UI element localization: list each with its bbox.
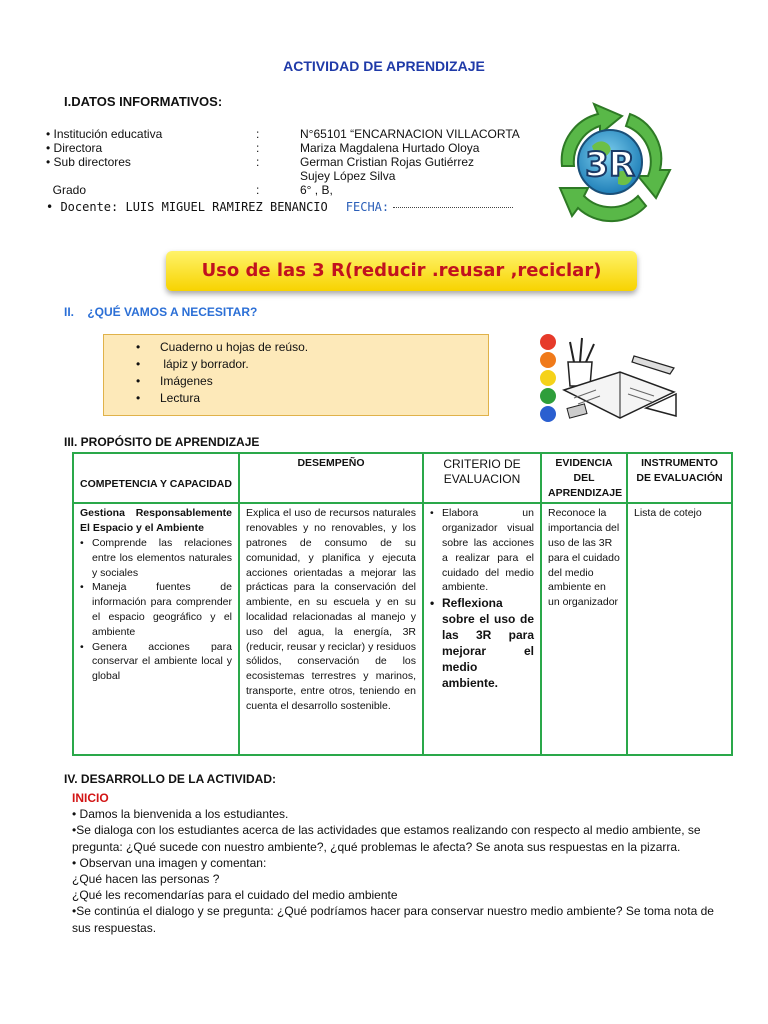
list-item: • Imágenes	[136, 373, 488, 390]
activity-line: • Damos la bienvenida a los estudiantes.	[72, 807, 289, 822]
header-competencia: COMPETENCIA Y CAPACIDAD	[73, 453, 239, 503]
list-item: • Lectura	[136, 390, 488, 407]
info-table	[46, 127, 520, 215]
info-value: Sujey López Silva	[300, 169, 396, 183]
document-title: ACTIVIDAD DE APRENDIZAJE	[283, 58, 485, 74]
activity-line: ¿Qué les recomendarías para el cuidado del medio ambiente	[72, 888, 398, 903]
activity-line: •Se dialoga con los estudiantes acerca de las actividades que estamos realizando con respecto al medio ambiente, se pregunta: ¿Qué sucede con nuestro ambiente?, ¿qué problemas le afecta? Se anota sus respuestas en la pizarra.	[72, 823, 701, 854]
section-proposito: III. PROPÓSITO DE APRENDIZAJE	[64, 435, 260, 449]
info-label: Grado	[46, 183, 87, 197]
fecha-blank	[393, 207, 513, 208]
info-colon: :	[256, 155, 260, 169]
info-colon: :	[256, 127, 260, 141]
header-instrumento: INSTRUMENTO DE EVALUACIÓN	[627, 453, 732, 503]
competencia-item: • Comprende las relaciones entre los elementos naturales y sociales	[80, 536, 232, 580]
inicio-label: INICIO	[72, 791, 109, 805]
activity-line: ¿Qué hacen las personas ?	[72, 872, 220, 887]
header-evidencia: EVIDENCIA DEL APRENDIZAJE	[541, 453, 627, 503]
yellow-dot-icon	[540, 370, 556, 386]
criterio-item: • Reflexiona sobre el uso de las 3R para mejorar el medio ambiente.	[430, 595, 534, 691]
red-dot-icon	[540, 334, 556, 350]
materials-list	[136, 339, 488, 407]
school-supplies-illustration-icon	[534, 328, 682, 424]
table-row	[73, 503, 732, 755]
info-label: • Institución educativa	[46, 127, 163, 141]
cell-desempeno: Explica el uso de recursos naturales renovables y no renovables, y los patrones de consumo de su comunidad, y planifica y ejecuta acciones orientadas a mejorar las prácticas para la conservación del ambiente, en su escuela y en su localidad relacionadas al manejo y uso del agua, la energía, 3R (reducir, reusar y reciclar) y residuos sólidos, conservación de los ecosistemas terrestres y marinos, transporte, entre otros, teniendo en cuenta el desarrollo sostenible.	[239, 503, 423, 755]
info-value: N°65101 “ENCARNACION VILLACORTA	[300, 127, 520, 141]
info-row-grado	[46, 183, 513, 197]
list-item: • lápiz y borrador.	[136, 356, 488, 373]
criterio-item: • Elabora un organizador visual sobre las acciones a realizar para el cuidado del medio ambiente.	[430, 506, 534, 595]
table-header-row	[73, 453, 732, 503]
cell-evidencia: Reconoce la importancia del uso de las 3R para el cuidado del medio ambiente en un organizador	[541, 503, 627, 755]
competencia-item: • Genera acciones para conservar el ambiente local y global	[80, 640, 232, 684]
cell-criterio	[423, 503, 541, 755]
cell-instrumento: Lista de cotejo	[627, 503, 732, 755]
section-datos-informativos: I.DATOS INFORMATIVOS:	[64, 94, 223, 109]
header-desempeno: DESEMPEÑO	[239, 453, 423, 503]
info-value: German Cristian Rojas Gutiérrez	[300, 155, 475, 169]
competencia-title: Gestiona Responsablemente El Espacio y el Ambiente	[80, 507, 232, 535]
info-colon: :	[256, 141, 260, 155]
info-row-institucion	[46, 127, 520, 141]
cell-competencia	[73, 503, 239, 755]
info-label: • Sub directores	[46, 155, 131, 169]
info-row-directora	[46, 141, 513, 155]
section-que-vamos-a-necesitar: II. ¿QUÉ VAMOS A NECESITAR?	[64, 305, 258, 319]
purpose-table	[72, 452, 733, 756]
orange-dot-icon	[540, 352, 556, 368]
info-value: 6° , B,	[300, 183, 333, 197]
competencia-item: • Maneja fuentes de información para comprender el espacio geográfico y el ambiente	[80, 580, 232, 639]
logo-text: 3R	[585, 145, 635, 185]
info-label: • Directora	[46, 141, 103, 155]
materials-box	[103, 334, 489, 416]
topic-banner: Uso de las 3 R(reducir .reusar ,reciclar)	[166, 251, 637, 291]
activity-line: •Se continúa el dialogo y se pregunta: ¿Qué podríamos hacer para conservar nuestro medio ambiente? Se toma nota de sus respuestas.	[72, 904, 714, 935]
recycle-3r-logo-icon	[538, 96, 680, 224]
blue-dot-icon	[540, 406, 556, 422]
info-value: Mariza Magdalena Hurtado Oloya	[300, 141, 480, 155]
fecha-label: FECHA:	[345, 200, 390, 214]
green-dot-icon	[540, 388, 556, 404]
activity-body	[72, 790, 732, 936]
activity-line: • Observan una imagen y comentan:	[72, 855, 267, 870]
info-colon: :	[256, 183, 260, 197]
section-desarrollo: IV. DESARROLLO DE LA ACTIVIDAD:	[64, 772, 277, 786]
list-item: • Cuaderno u hojas de reúso.	[136, 339, 488, 356]
info-row-docente	[46, 199, 513, 215]
docente-text: • Docente: LUIS MIGUEL RAMIREZ BENANCIO	[46, 200, 328, 214]
header-criterio: CRITERIO DE EVALUACION	[423, 453, 541, 503]
info-row-subdirectora-2	[46, 169, 513, 183]
info-row-subdirectores	[46, 155, 513, 169]
